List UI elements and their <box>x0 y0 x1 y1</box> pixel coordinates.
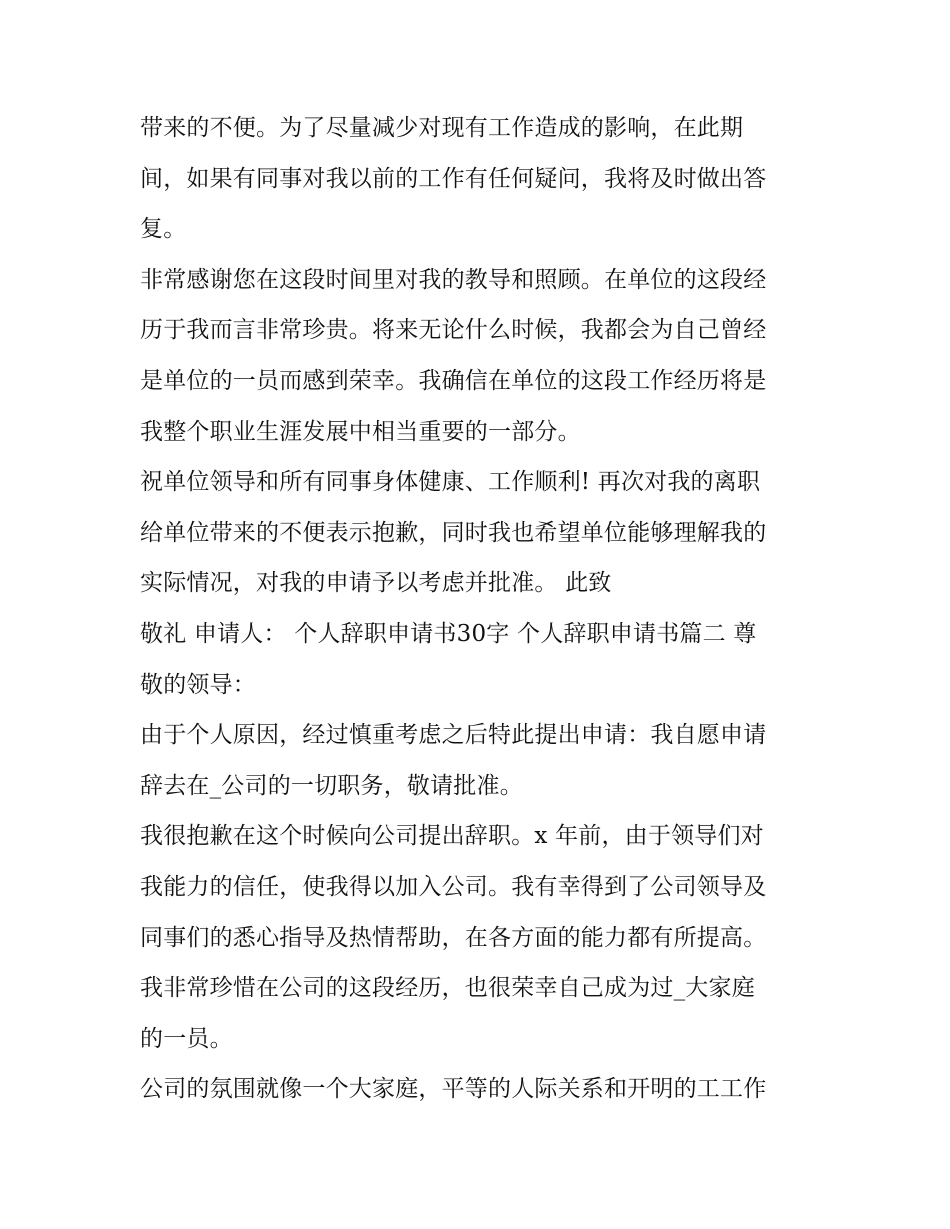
text-line: 历于我而言非常珍贵。将来无论什么时候，我都会为自己曾经 <box>140 317 767 344</box>
text-line: 我能力的信任，使我得以加入公司。我有幸得到了公司领导及 <box>140 873 767 900</box>
text-line: 我整个职业生涯发展中相当重要的一部分。 <box>140 418 581 445</box>
text-line: 给单位带来的不便表示抱歉，同时我也希望单位能够理解我的 <box>140 519 767 546</box>
text-line: 复。 <box>140 216 187 243</box>
text-line: 我很抱歉在这个时候向公司提出辞职。x 年前，由于领导们对 <box>140 823 764 850</box>
text-line: 间，如果有同事对我以前的工作有任何疑问，我将及时做出答 <box>140 165 767 192</box>
text-line: 公司的氛围就像一个大家庭，平等的人际关系和开明的工工作 <box>140 1076 767 1103</box>
text-line: 由于个人原因，经过慎重考虑之后特此提出申请：我自愿申请 <box>140 722 767 749</box>
text-line: 的一员。 <box>140 1025 233 1052</box>
text-line: 非常感谢您在这段时间里对我的教导和照顾。在单位的这段经 <box>140 266 767 293</box>
text-line: 是单位的一员而感到荣幸。我确信在单位的这段工作经历将是 <box>140 367 767 394</box>
text-line: 祝单位领导和所有同事身体健康、工作顺利! 再次对我的离职 <box>140 469 761 496</box>
text-line: 敬的领导： <box>140 671 256 698</box>
text-line: 实际情况，对我的申请予以考虑并批准。 此致 <box>140 570 612 597</box>
text-line: 带来的不便。为了尽量减少对现有工作造成的影响，在此期 <box>140 115 744 141</box>
text-line: 辞去在_公司的一切职务，敬请批准。 <box>140 772 523 799</box>
document-body <box>140 103 820 1115</box>
text-line: 我非常珍惜在公司的这段经历，也很荣幸自己成为过_大家庭 <box>140 975 755 1002</box>
text-line: 同事们的悉心指导及热情帮助，在各方面的能力都有所提高。 <box>140 924 767 951</box>
text-line: 敬礼 申请人： 个人辞职申请书30字 个人辞职申请书篇二 尊 <box>140 620 757 647</box>
